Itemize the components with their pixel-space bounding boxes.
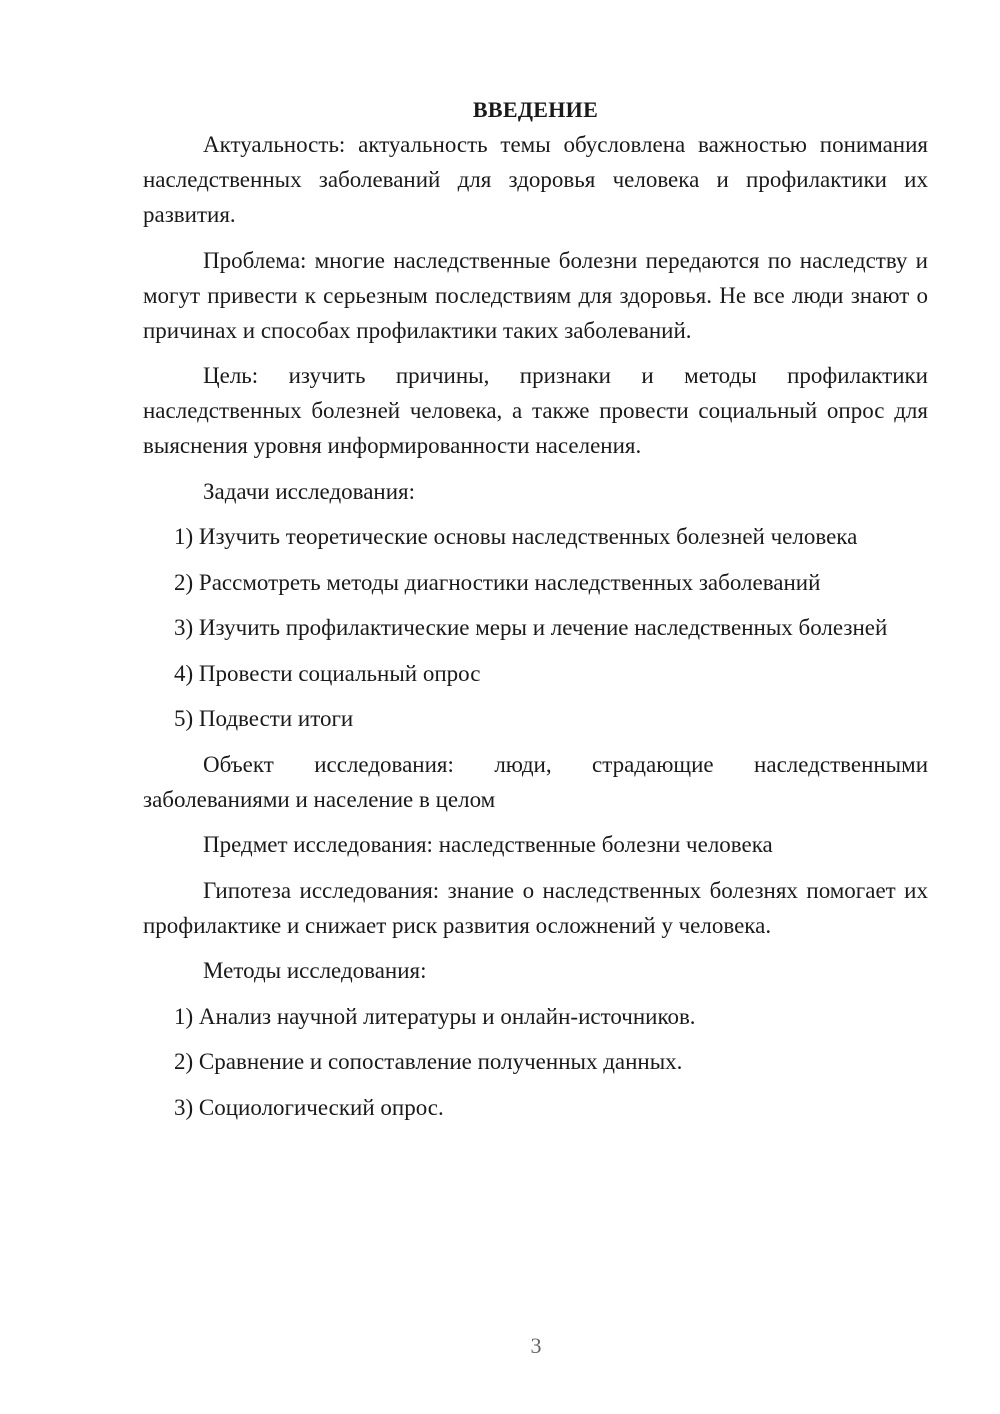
method-item-1: 1) Анализ научной литературы и онлайн-источников. bbox=[174, 1003, 696, 1029]
paragraph-relevance: Актуальность: актуальность темы обусловлена важностью понимания наследственных заболеваний для здоровья человека и профилактики их развития. bbox=[143, 132, 928, 227]
paragraph-goal: Цель: изучить причины, признаки и методы профилактики наследственных болезней человека, а также провести социальный опрос для выяснения уровня информированности населения. bbox=[143, 363, 928, 458]
task-item-5: 5) Подвести итоги bbox=[174, 706, 354, 731]
paragraph-problem: Проблема: многие наследственные болезни передаются по наследству и могут привести к серьезным последствиям для здоровья. Не все люди знают о причинах и способах профилактики таких заболеваний. bbox=[143, 247, 928, 343]
task-item-4: 4) Провести социальный опрос bbox=[174, 660, 481, 686]
task-item-2: 2) Рассмотреть методы диагностики наследственных заболеваний bbox=[174, 569, 821, 595]
paragraph-object: Объект исследования: люди, страдающие наследственными заболеваниями и население в целом bbox=[143, 751, 928, 812]
method-item-2: 2) Сравнение и сопоставление полученных данных. bbox=[174, 1049, 683, 1074]
method-item-3: 3) Социологический опрос. bbox=[174, 1094, 444, 1120]
document-body bbox=[143, 92, 928, 1135]
page-number: 3 bbox=[530, 1333, 542, 1358]
paragraph-subject: Предмет исследования: наследственные болезни человека bbox=[203, 832, 773, 857]
task-item-3: 3) Изучить профилактические меры и лечение наследственных болезней bbox=[174, 615, 888, 640]
paragraph-hypothesis: Гипотеза исследования: знание о наследственных болезнях помогает их профилактике и снижает риск развития осложнений у человека. bbox=[143, 877, 928, 938]
task-item-1: 1) Изучить теоретические основы наследственных болезней человека bbox=[174, 524, 858, 549]
section-heading: ВВЕДЕНИЕ bbox=[472, 97, 599, 122]
methods-heading: Методы исследования: bbox=[203, 958, 427, 983]
tasks-heading: Задачи исследования: bbox=[203, 478, 416, 504]
